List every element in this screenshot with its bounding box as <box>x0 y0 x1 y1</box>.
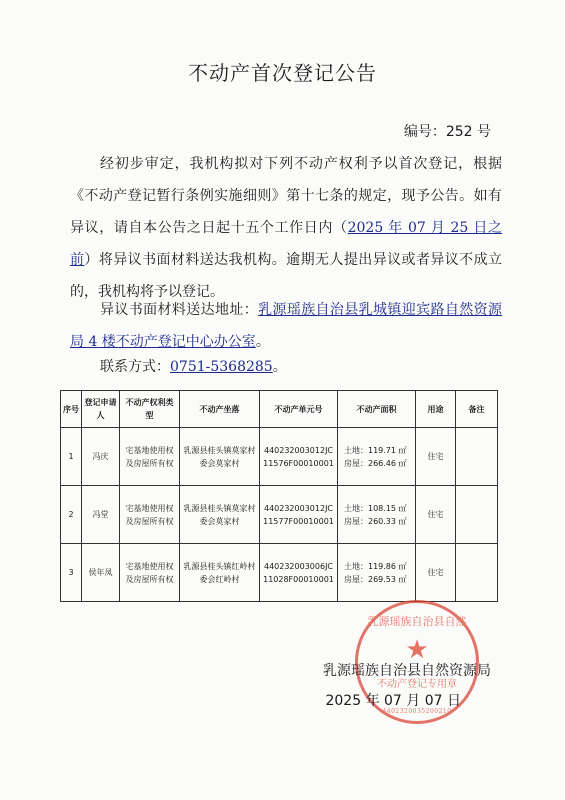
header-unit-no: 不动产单元号 <box>260 391 338 428</box>
cell-area <box>338 486 416 544</box>
objection-deadline: 2025 年 07 月 25 日之前 <box>70 220 503 268</box>
cell-note <box>456 544 498 602</box>
issue-date: 2025 年 07 月 07 日 <box>325 693 461 709</box>
contact-label: 联系方式： <box>100 359 170 375</box>
cell-use: 住宅 <box>416 428 456 486</box>
header-use: 用途 <box>416 391 456 428</box>
house-area: 房屋：266.46 ㎡ <box>344 458 407 468</box>
document-number: 编号：252 号 <box>403 124 491 140</box>
header-no: 序号 <box>61 391 82 428</box>
header-right-type: 不动产权利类型 <box>120 391 180 428</box>
cell-use: 住宅 <box>416 544 456 602</box>
cell-unit-no: 440232003006JC11028F00010001 <box>260 544 338 602</box>
land-area: 土地：108.15 ㎡ <box>344 503 407 513</box>
address-paragraph <box>70 294 502 358</box>
cell-no: 1 <box>61 428 82 486</box>
cell-unit-no: 440232003012JC11576F00010001 <box>260 428 338 486</box>
address-end: 。 <box>255 334 270 350</box>
cell-applicant: 冯堂 <box>82 486 120 544</box>
cell-note <box>456 428 498 486</box>
cell-no: 2 <box>61 486 82 544</box>
header-area: 不动产面积 <box>338 391 416 428</box>
contact-end: 。 <box>272 359 287 375</box>
cell-area <box>338 428 416 486</box>
contact-phone: 0751-5368285 <box>170 359 273 375</box>
page-title: 不动产首次登记公告 <box>188 61 377 85</box>
seal-code: 4402320035200210 <box>382 708 452 715</box>
notice-text-b: ）将异议书面材料送达我机构。逾期无人提出异议或者异议不成立的，我机构将予以登记。 <box>70 252 503 300</box>
seal-center-text: 不动产登记专用章 <box>377 679 457 690</box>
cell-location: 乳源县桂头镇莫家村委会莫家村 <box>180 486 260 544</box>
cell-right-type: 宅基地使用权及房屋所有权 <box>120 544 180 602</box>
notice-text-a: 经初步审定，我机构拟对下列不动产权利予以首次登记，根据《不动产登记暂行条例实施细则》第十七条的规定，现予公告。如有异议，请自本公告之日起十五个工作日内（ <box>70 156 502 236</box>
header-applicant: 登记申请人 <box>82 391 120 428</box>
issuing-organization: 乳源瑶族自治县自然资源局 <box>323 663 491 679</box>
table-row <box>61 428 498 486</box>
header-location: 不动产坐落 <box>180 391 260 428</box>
table-row <box>61 486 498 544</box>
registration-table <box>60 390 498 602</box>
cell-right-type: 宅基地使用权及房屋所有权 <box>120 428 180 486</box>
cell-use: 住宅 <box>416 486 456 544</box>
cell-unit-no: 440232003012JC11577F00010001 <box>260 486 338 544</box>
house-area: 房屋：269.53 ㎡ <box>344 574 407 584</box>
table-header-row <box>61 391 498 428</box>
table-row <box>61 544 498 602</box>
contact-paragraph <box>70 351 502 383</box>
seal-arc-text: 乳源瑶族自治县自然 <box>367 615 467 628</box>
cell-location: 乳源县桂头镇红岭村委会红岭村 <box>180 544 260 602</box>
land-area: 土地：119.71 ㎡ <box>344 445 407 455</box>
cell-applicant: 冯庆 <box>82 428 120 486</box>
header-note: 备注 <box>456 391 498 428</box>
cell-right-type: 宅基地使用权及房屋所有权 <box>120 486 180 544</box>
cell-location: 乳源县桂头镇莫家村委会莫家村 <box>180 428 260 486</box>
house-area: 房屋：260.33 ㎡ <box>344 516 407 526</box>
address-label: 异议书面材料送达地址： <box>100 302 259 318</box>
notice-paragraph <box>70 148 502 308</box>
objection-address: 乳源瑶族自治县乳城镇迎宾路自然资源局 4 楼不动产登记中心办公室 <box>70 302 503 350</box>
seal-star-icon: ★ <box>405 635 429 665</box>
cell-no: 3 <box>61 544 82 602</box>
cell-applicant: 侯年凤 <box>82 544 120 602</box>
cell-area <box>338 544 416 602</box>
land-area: 土地：119.86 ㎡ <box>344 561 407 571</box>
cell-note <box>456 486 498 544</box>
